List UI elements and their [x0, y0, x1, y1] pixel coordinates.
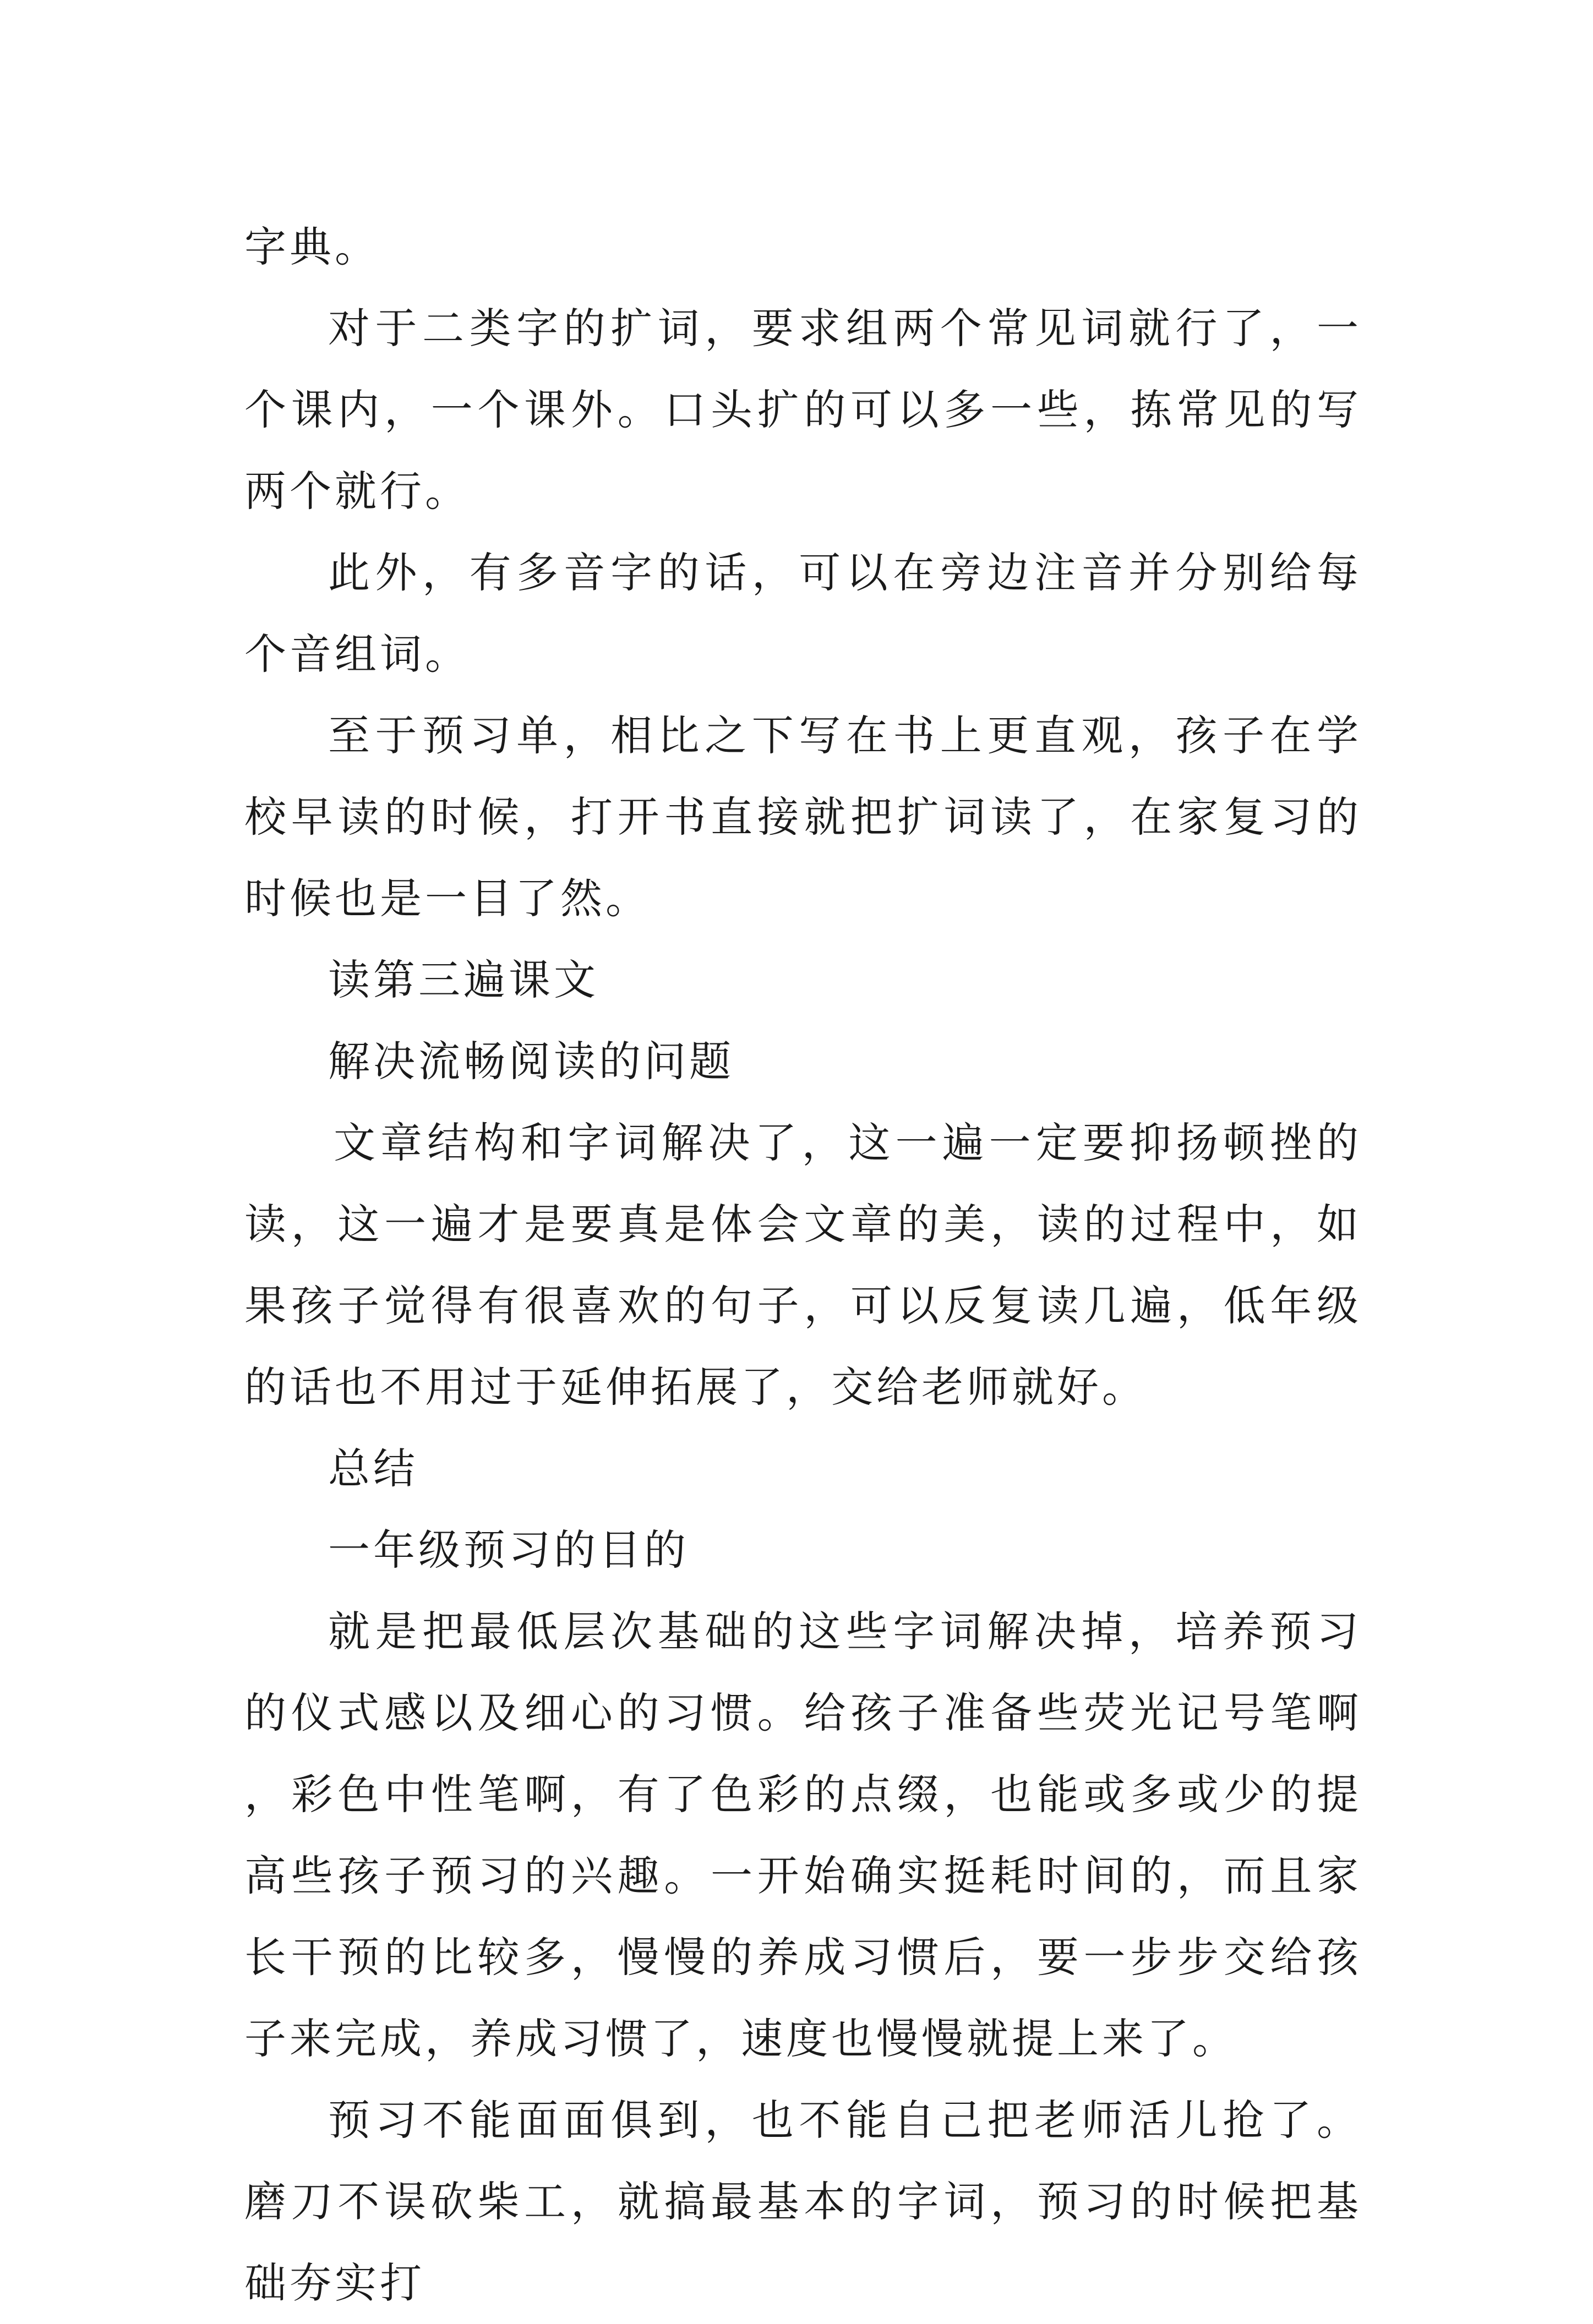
paragraph-reading-expressively: 文章结构和字词解决了，这一遍一定要抑扬顿挫的读，这一遍才是要真是体会文章的美，读的过程中，如果孩子觉得有很喜欢的句子，可以反复读几遍，低年级的话也不用过于延伸拓展了，交给老师就好。 [244, 1118, 1362, 1412]
paragraph-preview-sheet: 至于预习单，相比之下写在书上更直观，孩子在学校早读的时候，打开书直接就把扩词读了，在家复习的时候也是一目了然。 [244, 711, 1362, 923]
paragraph-expand-words: 对于二类字的扩词，要求组两个常见词就行了，一个课内，一个课外。口头扩的可以多一些，拣常见的写两个就行。 [244, 304, 1362, 516]
heading-third-reading: 读第三遍课文 [328, 955, 599, 1004]
heading-summary: 总结 [328, 1444, 418, 1493]
paragraph-polyphonic: 此外，有多音字的话，可以在旁边注音并分别给每个音组词。 [244, 548, 1362, 679]
subheading-fluent-reading: 解决流畅阅读的问题 [328, 1037, 734, 1086]
paragraph-preview-limits: 预习不能面面俱到，也不能自己把老师活儿抢了。磨刀不误砍柴工，就搞最基本的字词，预习的时候把基础夯实打 [244, 2096, 1362, 2307]
subheading-preview-goal: 一年级预习的目的 [328, 1525, 689, 1574]
body-text [244, 206, 1362, 2324]
paragraph-continuation: 字典。 [244, 222, 380, 271]
paragraph-preview-goal: 就是把最低层次基础的这些字词解决掉，培养预习的仪式感以及细心的习惯。给孩子准备些荧光记号笔啊，彩色中性笔啊，有了色彩的点缀，也能或多或少的提高些孩子预习的兴趣。一开始确实挺耗时间的，而且家长干预的比较多，慢慢的养成习惯后，要一步步交给孩子来完成，养成习惯了，速度也慢慢就提上来了。 [244, 1607, 1362, 2063]
